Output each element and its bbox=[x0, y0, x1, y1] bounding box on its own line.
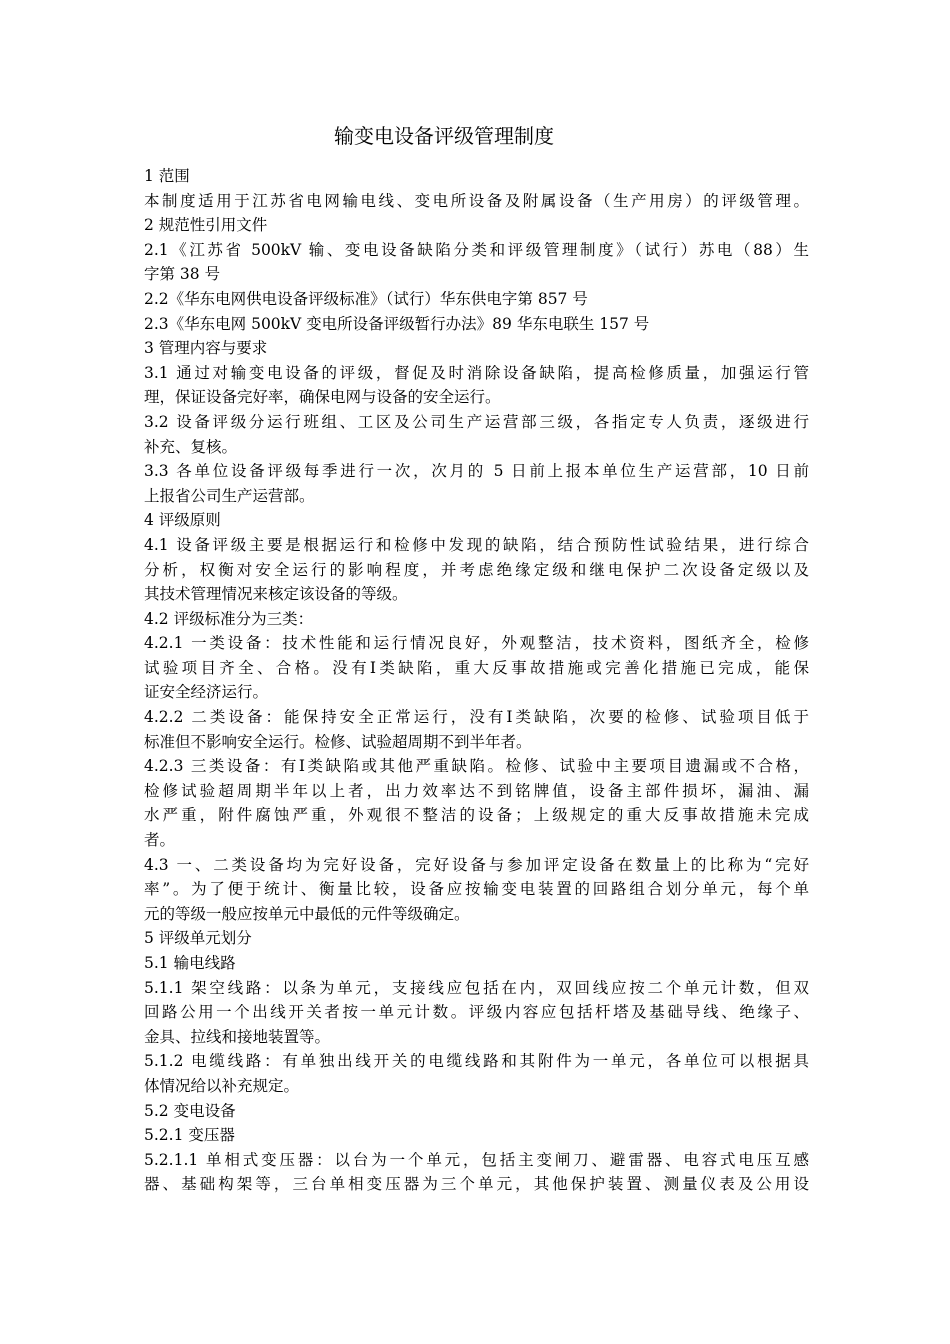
body-line: 2 规范性引用文件 bbox=[144, 216, 268, 235]
body-line: 分析，权衡对安全运行的影响程度，并考虑绝缘定级和继电保护二次设备定级以及 bbox=[144, 560, 809, 579]
body-line: 4.2.1 一类设备：技术性能和运行情况良好，外观整洁，技术资料，图纸齐全，检修 bbox=[144, 634, 809, 653]
body-line: 回路公用一个出线开关者按一单元计数。评级内容应包括杆塔及基础导线、绝缘子、 bbox=[144, 1003, 809, 1022]
body-line: 4.2 评级标准分为三类： bbox=[144, 609, 314, 628]
body-line: 本制度适用于江苏省电网输电线、变电所设备及附属设备（生产用房）的评级管理。 bbox=[144, 191, 809, 210]
body-line: 水严重，附件腐蚀严重，外观很不整洁的设备；上级规定的重大反事故措施未完成 bbox=[144, 806, 809, 825]
body-line: 4.2.2 二类设备：能保持安全正常运行，没有Ⅰ类缺陷，次要的检修、试验项目低于 bbox=[144, 708, 809, 727]
body-line: 上报省公司生产运营部。 bbox=[144, 486, 315, 505]
body-line: 试验项目齐全、合格。没有Ⅰ类缺陷，重大反事故措施或完善化措施已完成，能保 bbox=[144, 658, 809, 677]
body-line: 体情况给以补充规定。 bbox=[144, 1076, 300, 1095]
body-line: 5.1.1 架空线路：以条为单元，支接线应包括在内，双回线应按二个单元计数，但双 bbox=[144, 978, 809, 997]
body-line: 其技术管理情况来核定该设备的等级。 bbox=[144, 585, 408, 604]
body-line: 字第 38 号 bbox=[144, 265, 221, 284]
body-line: 标准但不影响安全运行。检修、试验超周期不到半年者。 bbox=[144, 732, 532, 751]
body-line: 5.1.2 电缆线路：有单独出线开关的电缆线路和其附件为一单元，各单位可以根据具 bbox=[144, 1052, 809, 1071]
body-line: 证安全经济运行。 bbox=[144, 683, 269, 702]
body-line: 3.2 设备评级分运行班组、工区及公司生产运营部三级，各指定专人负责，逐级进行 bbox=[144, 412, 809, 431]
body-line: 2.3《华东电网 500kV 变电所设备评级暂行办法》89 华东电联生 157 号 bbox=[144, 314, 650, 333]
body-line: 检修试验超周期半年以上者，出力效率达不到铭牌值，设备主部件损坏，漏油、漏 bbox=[144, 781, 809, 800]
body-line: 5.2.1.1 单相式变压器：以台为一个单元，包括主变闸刀、避雷器、电容式电压互感 bbox=[144, 1150, 809, 1169]
body-line: 5.2.1 变压器 bbox=[144, 1126, 235, 1145]
body-line: 理，保证设备完好率，确保电网与设备的安全运行。 bbox=[144, 388, 501, 407]
body-line: 4 评级原则 bbox=[144, 511, 221, 530]
body-line: 器、基础构架等，三台单相变压器为三个单元，其他保护装置、测量仪表及公用设 bbox=[144, 1175, 809, 1194]
body-line: 3 管理内容与要求 bbox=[144, 339, 268, 358]
body-line: 者。 bbox=[144, 831, 176, 850]
body-line: 4.1 设备评级主要是根据运行和检修中发现的缺陷，结合预防性试验结果，进行综合 bbox=[144, 535, 809, 554]
body-line: 5 评级单元划分 bbox=[144, 929, 252, 948]
body-line: 4.2.3 三类设备：有Ⅰ类缺陷或其他严重缺陷。检修、试验中主要项目遗漏或不合格， bbox=[144, 757, 809, 776]
body-line: 5.2 变电设备 bbox=[144, 1101, 236, 1120]
body-line: 2.1《江苏省 500kV 输、变电设备缺陷分类和评级管理制度》（试行）苏电（88）生 bbox=[144, 240, 809, 259]
body-line: 金具、拉线和接地装置等。 bbox=[144, 1027, 331, 1046]
body-line: 5.1 输电线路 bbox=[144, 954, 236, 972]
body-line: 1 范围 bbox=[144, 167, 190, 185]
body-line: 率”。为了便于统计、衡量比较，设备应按输变电装置的回路组合划分单元，每个单 bbox=[144, 880, 809, 899]
body-line: 元的等级一般应按单元中最低的元件等级确定。 bbox=[144, 904, 470, 923]
document-body bbox=[144, 164, 809, 1197]
body-line: 4.3 一、二类设备均为完好设备，完好设备与参加评定设备在数量上的比称为“完好 bbox=[144, 855, 809, 874]
body-line: 2.2《华东电网供电设备评级标准》（试行）华东供电字第 857 号 bbox=[144, 289, 588, 308]
body-line: 3.1 通过对输变电设备的评级，督促及时消除设备缺陷，提高检修质量，加强运行管 bbox=[144, 363, 809, 382]
body-line: 补充、复核。 bbox=[144, 437, 238, 456]
body-line: 3.3 各单位设备评级每季进行一次，次月的 5 日前上报本单位生产运营部，10 日前 bbox=[144, 462, 809, 481]
document-title: 输变电设备评级管理制度 bbox=[334, 124, 554, 148]
